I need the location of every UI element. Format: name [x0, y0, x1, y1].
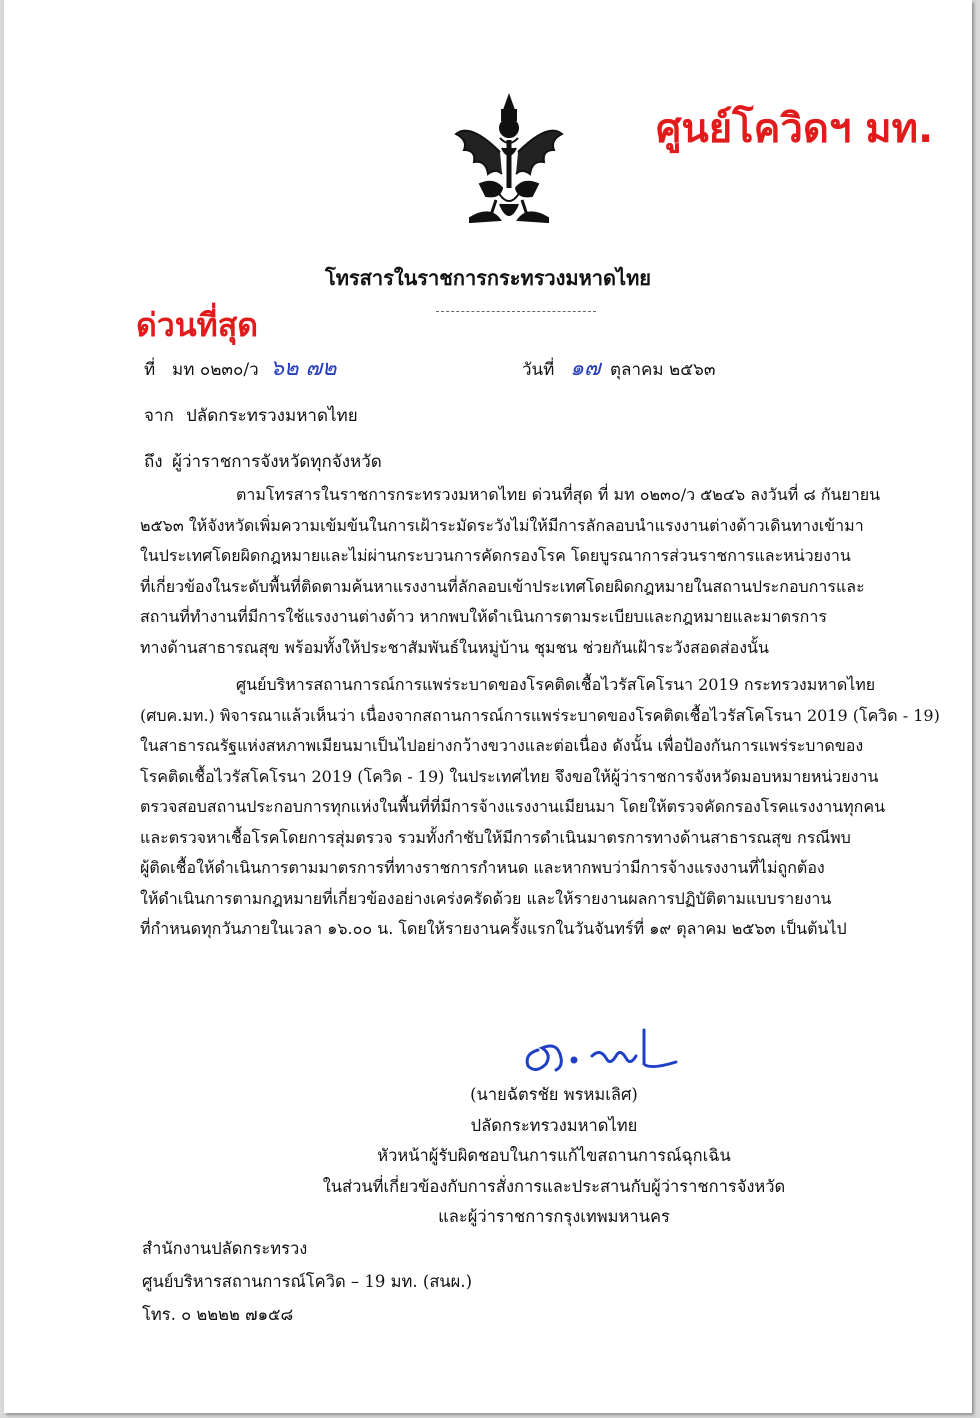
paragraph-1: [140, 480, 910, 663]
footer-center: ศูนย์บริหารสถานการณ์โควิด – 19 มท. (สนผ.): [142, 1272, 473, 1291]
footer-contact: [142, 1232, 472, 1331]
paragraph-2: [140, 670, 940, 945]
signatory-role-line: ในส่วนที่เกี่ยวข้องกับการสั่งการและประสานกับผู้ว่าราชการจังหวัด: [322, 1176, 786, 1196]
signatory-block: [304, 1080, 804, 1233]
paragraph-line: โรคติดเชื้อไวรัสโคโรนา 2019 (โควิด - 19) ในประเทศไทย จึงขอให้ผู้ว่าราชการจังหวัดมอบหมายหน่วยงาน: [140, 766, 879, 786]
footer-phone: โทร. ๐ ๒๒๒๒ ๗๑๕๘: [142, 1305, 294, 1324]
paragraph-line: ตรวจสอบสถานประกอบการทุกแห่งในพื้นที่ที่มีการจ้างแรงงานเมียนมา โดยให้ตรวจคัดกรองโรคแรงงานทุกคน: [140, 797, 886, 816]
footer-office: สำนักงานปลัดกระทรวง: [142, 1239, 308, 1258]
paragraph-line: และตรวจหาเชื้อโรคโดยการสุ่มตรวจ รวมทั้งกำชับให้มีการดำเนินมาตรการทางด้านสาธารณสุข กรณีพบ: [140, 827, 851, 847]
signatory-role-line: หัวหน้าผู้รับผิดชอบในการแก้ไขสถานการณ์ฉุกเฉิน: [377, 1146, 731, 1165]
to-value: ผู้ว่าราชการจังหวัดทุกจังหวัด: [172, 452, 382, 472]
covid-center-stamp: ศูนย์โควิดฯ มท.: [656, 106, 934, 152]
paragraph-line: ศูนย์บริหารสถานการณ์การแพร่ระบาดของโรคติดเชื้อไวรัสโคโรนา 2019 กระทรวงมหาดไทย: [236, 675, 876, 694]
signatory-position: ปลัดกระทรวงมหาดไทย: [470, 1115, 638, 1135]
to-label: ถึง: [144, 452, 163, 472]
title-divider: [436, 311, 596, 312]
signatory-role-line: และผู้ว่าราชการกรุงเทพมหานคร: [438, 1207, 670, 1226]
paragraph-line: ผู้ติดเชื้อให้ดำเนินการตามมาตรการที่ทางราชการกำหนด และหากพบว่ามีการจ้างแรงงานที่ไม่ถูกต้อง: [140, 858, 825, 877]
ref-handwritten-number: ๖๒ ๗๒: [270, 356, 337, 381]
document-page: [4, 0, 972, 1413]
paragraph-line: สถานที่ทำงานที่มีการใช้แรงงานต่างด้าว หากพบให้ดำเนินการตามระเบียบและกฎหมายและมาตรการ: [140, 607, 827, 626]
paragraph-line: ตามโทรสารในราชการกระทรวงมหาดไทย ด่วนที่สุด ที่ มท ๐๒๓๐/ว ๕๒๔๖ ลงวันที่ ๘ กันยายน: [236, 485, 881, 504]
paragraph-line: ที่เกี่ยวข้องในระดับพื้นที่ติดตามค้นหาแรงงานที่ลักลอบเข้าประเทศโดยผิดกฎหมายในสถานประกอบการและ: [140, 576, 865, 596]
from-value: ปลัดกระทรวงมหาดไทย: [186, 406, 358, 426]
paragraph-line: (ศบค.มท.) พิจารณาแล้วเห็นว่า เนื่องจากสถานการณ์การแพร่ระบาดของโรคติดเชื้อไวรัสโคโรนา 2019 (โควิด - 19): [140, 705, 940, 725]
handwritten-signature: [516, 1020, 686, 1080]
from-label: จาก: [144, 406, 174, 426]
paragraph-line: ที่กำหนดทุกวันภายในเวลา ๑๖.๐๐ น. โดยให้รายงานครั้งแรกในวันจันทร์ที่ ๑๙ ตุลาคม ๒๕๖๓ เป็นต้นไป: [140, 919, 847, 938]
urgency-label: ด่วนที่สุด: [136, 306, 259, 344]
paragraph-line: ในประเทศโดยผิดกฎหมายและไม่ผ่านกระบวนการคัดกรองโรค โดยบูรณาการส่วนราชการและหน่วยงาน: [140, 546, 851, 565]
date-day: ๑๗: [570, 356, 601, 381]
signatory-name: (นายฉัตรชัย พรหมเลิศ): [470, 1085, 638, 1104]
date-month-year: ตุลาคม ๒๕๖๓: [610, 360, 716, 380]
ref-number: มท ๐๒๓๐/ว: [172, 360, 259, 380]
paragraph-line: ๒๕๖๓ ให้จังหวัดเพิ่มความเข้มข้นในการเฝ้าระมัดระวังไม่ให้มีการลักลอบนำแรงงานต่างด้าวเดินทางเข้ามา: [140, 515, 864, 535]
date-label: วันที่: [522, 360, 555, 380]
paragraph-line: ทางด้านสาธารณสุข พร้อมทั้งให้ประชาสัมพันธ์ในหมู่บ้าน ชุมชน ช่วยกันเฝ้าระวังสอดส่องนั้น: [140, 637, 769, 657]
ref-label: ที่: [144, 360, 156, 380]
paragraph-line: ให้ดำเนินการตามกฎหมายที่เกี่ยวข้องอย่างเคร่งครัดด้วย และให้รายงานผลการปฏิบัติตามแบบรายงาน: [140, 888, 832, 908]
document-title: โทรสารในราชการกระทรวงมหาดไทย: [325, 266, 651, 290]
paragraph-line: ในสาธารณรัฐแห่งสหภาพเมียนมาเป็นไปอย่างกว้างขวางและต่อเนื่อง ดังนั้น เพื่อป้องกันการแพร่ระบาดของ: [140, 736, 864, 755]
garuda-emblem-icon: [450, 92, 568, 228]
